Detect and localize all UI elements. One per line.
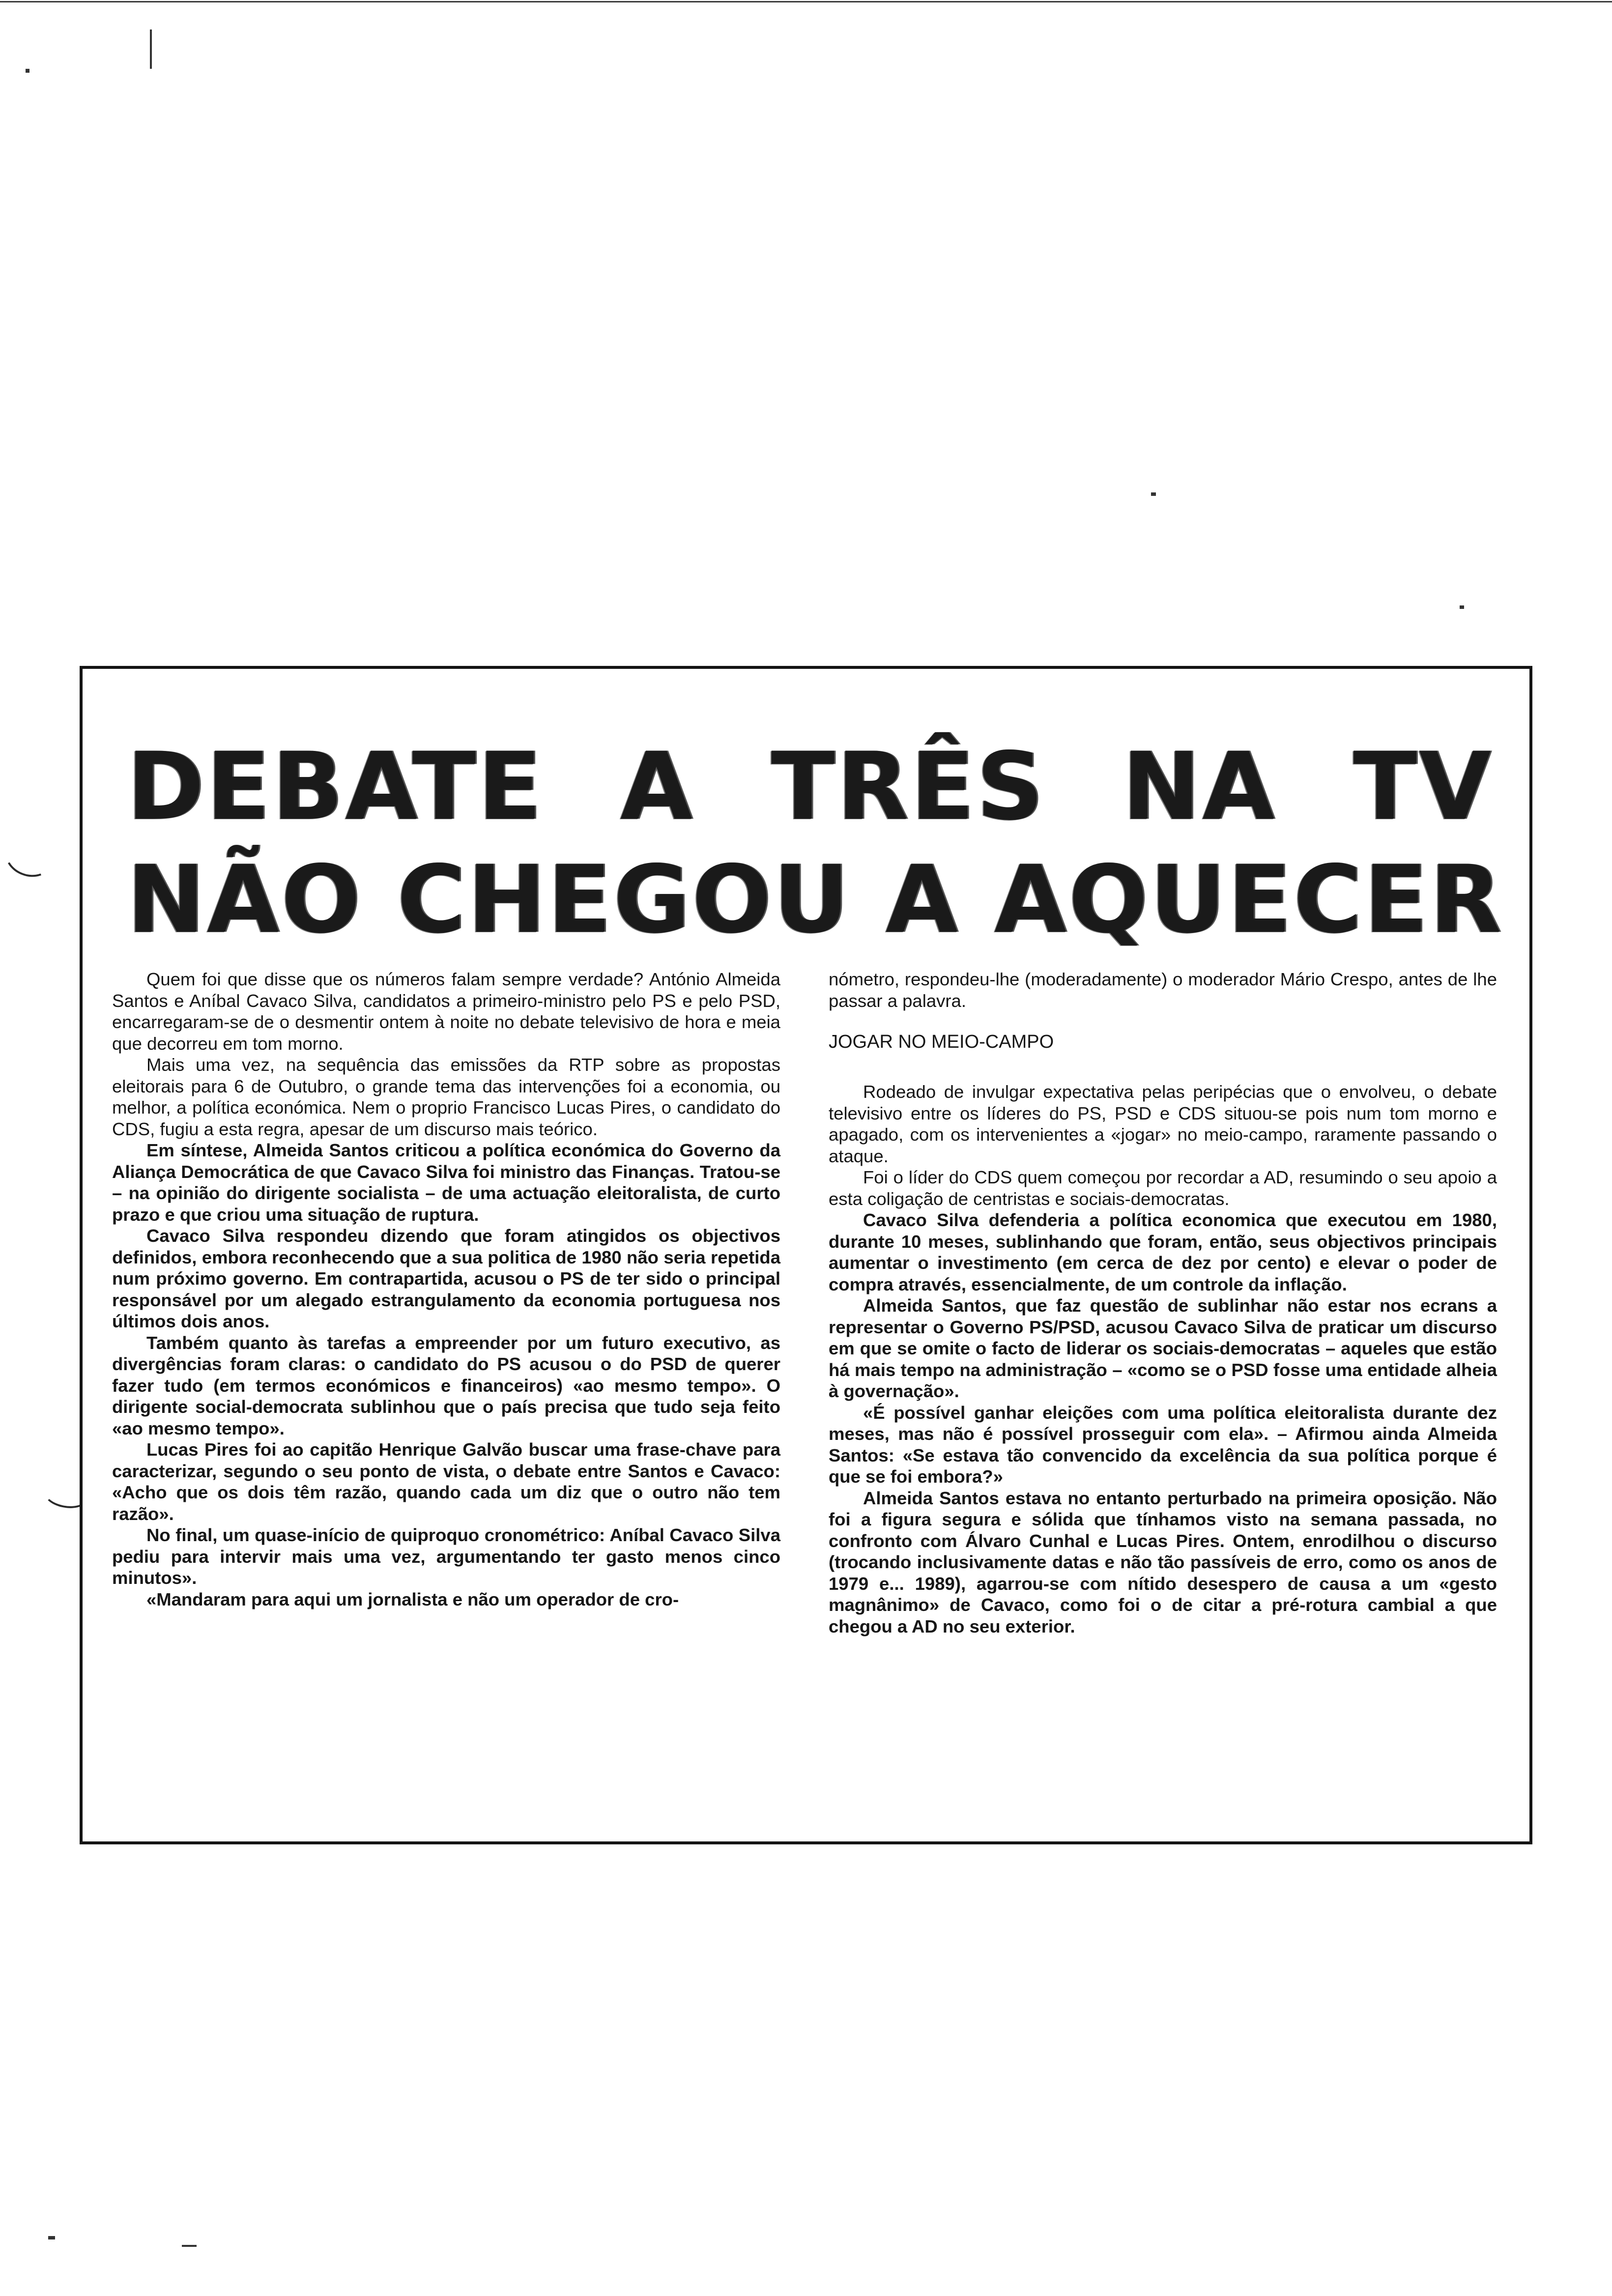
article-paragraph: Cavaco Silva defenderia a política economica que executou em 1980, durante 10 meses, sublinhando que foram, então, seus objectivos principais aumentar o investimento (em cerca de dez por cento) e elevar o poder de compra através, essencialmente, de um controle da inflação. bbox=[829, 1210, 1497, 1294]
article-paragraph: Mais uma vez, na sequência das emissões da RTP sobre as propostas eleitorais para 6 de Outubro, o grande tema das intervenções foi a economia, ou melhor, a política económica. Nem o proprio Francisco Lucas Pires, o candidato do CDS, fugiu a esta regra, apesar de um discurso mais teórico. bbox=[112, 1055, 780, 1139]
scan-speck bbox=[182, 2245, 197, 2247]
scan-speck bbox=[1460, 605, 1464, 609]
page-top-edge bbox=[0, 1, 1612, 2]
article-paragraph: Quem foi que disse que os números falam sempre verdade? António Almeida Santos e Aníbal Cavaco Silva, candidatos a primeiro-ministro pelo PS e pelo PSD, encarregaram-se de o desmentir ontem à noite no debate televisivo de hora e meia que decorreu em tom morno. bbox=[112, 969, 780, 1054]
article-paragraph: Em síntese, Almeida Santos criticou a política económica do Governo da Aliança Democrática de que Cavaco Silva foi ministro das Finanças. Tratou-se – na opinião do dirigente socialista – de uma actuação eleitoralista, de curto prazo e que criou uma situação de ruptura. bbox=[112, 1140, 780, 1225]
article-paragraph: Almeida Santos, que faz questão de sublinhar não estar nos ecrans a representar o Governo PS/PSD, acusou Cavaco Silva de praticar um discurso em que se omite o facto de liderar os sociais-democratas – aqueles que estão há mais tempo na administração – «como se o PSD fosse uma entidade alheia à governação». bbox=[829, 1295, 1497, 1401]
article-paragraph: No final, um quase-início de quiproquo cronométrico: Aníbal Cavaco Silva pediu para intervir mais uma vez, argumentando ter gasto menos cinco minutos». bbox=[112, 1525, 780, 1588]
article-paragraph: Cavaco Silva respondeu dizendo que foram atingidos os objectivos definidos, embora reconhecendo que a sua politica de 1980 não seria repetida num próximo governo. Em contrapartida, acusou o PS de ter sido o principal responsável por um alegado estrangulamento da economia portuguesa nos últimos dois anos. bbox=[112, 1226, 780, 1331]
scan-speck bbox=[150, 29, 152, 69]
article-paragraph: Também quanto às tarefas a empreender por um futuro executivo, as divergências foram claras: o candidato do PS acusou o do PSD de querer fazer tudo (em termos económicos e financeiros) «ao mesmo tempo». O dirigente social-democrata sublinhou que o país precisa que tudo seja feito «ao mesmo tempo». bbox=[112, 1332, 780, 1438]
article-paragraph-continuation: nómetro, respondeu-lhe (moderadamente) o moderador Mário Crespo, antes de lhe passar a palavra. bbox=[829, 969, 1497, 1011]
headline-line-2: NÃO CHEGOU A AQUECER bbox=[127, 845, 1504, 954]
article-column-left bbox=[112, 969, 780, 1610]
article-paragraph: «É possível ganhar eleições com uma política eleitoralista durante dez meses, mas não é possível prosseguir com ela». – Afirmou ainda Almeida Santos: «Se estava tão convencido da excelência da sua política porque é que se foi embora?» bbox=[829, 1402, 1497, 1487]
newspaper-clipping bbox=[80, 666, 1532, 1844]
article-paragraph: Foi o líder do CDS quem começou por recordar a AD, resumindo o seu apoio a esta coligação de centristas e sociais-democratas. bbox=[829, 1167, 1497, 1209]
article-paragraph: «Mandaram para aqui um jornalista e não um operador de cro- bbox=[146, 1589, 679, 1609]
article-column-right bbox=[829, 969, 1497, 1637]
margin-bracket-mark bbox=[0, 831, 58, 884]
article-paragraph: Almeida Santos estava no entanto perturbado na primeira oposição. Não foi a figura segura e sólida que tínhamos visto na semana passada, no confronto com Álvaro Cunhal e Lucas Pires. Ontem, enrodilhou o discurso (trocando inclusivamente datas e não tão passíveis de erro, como os anos de 1979 e... 1989), agarrou-se com nítido desespero de causa a um «gesto magnânimo» de Cavaco, como foi o de citar a pré-rotura cambial a que chegou a AD no seu exterior. bbox=[829, 1488, 1497, 1636]
headline-line-1: DEBATE A TRÊS NA TV bbox=[127, 732, 1493, 841]
scan-speck bbox=[26, 69, 29, 73]
article-paragraph: Lucas Pires foi ao capitão Henrique Galvão buscar uma frase-chave para caracterizar, segundo o seu ponto de vista, o debate entre Santos e Cavaco: «Acho que os dois têm razão, quando cada um diz que o outro não tem razão». bbox=[112, 1439, 780, 1524]
article-subheading: JOGAR NO MEIO-CAMPO bbox=[829, 1032, 1054, 1052]
scan-speck bbox=[1151, 492, 1156, 496]
scan-speck bbox=[48, 2236, 55, 2239]
article-paragraph: Rodeado de invulgar expectativa pelas peripécias que o envolveu, o debate televisivo entre os líderes do PS, PSD e CDS situou-se pois num tom morno e apagado, com os intervenientes a «jogar» no meio-campo, raramente passando o ataque. bbox=[829, 1082, 1497, 1166]
